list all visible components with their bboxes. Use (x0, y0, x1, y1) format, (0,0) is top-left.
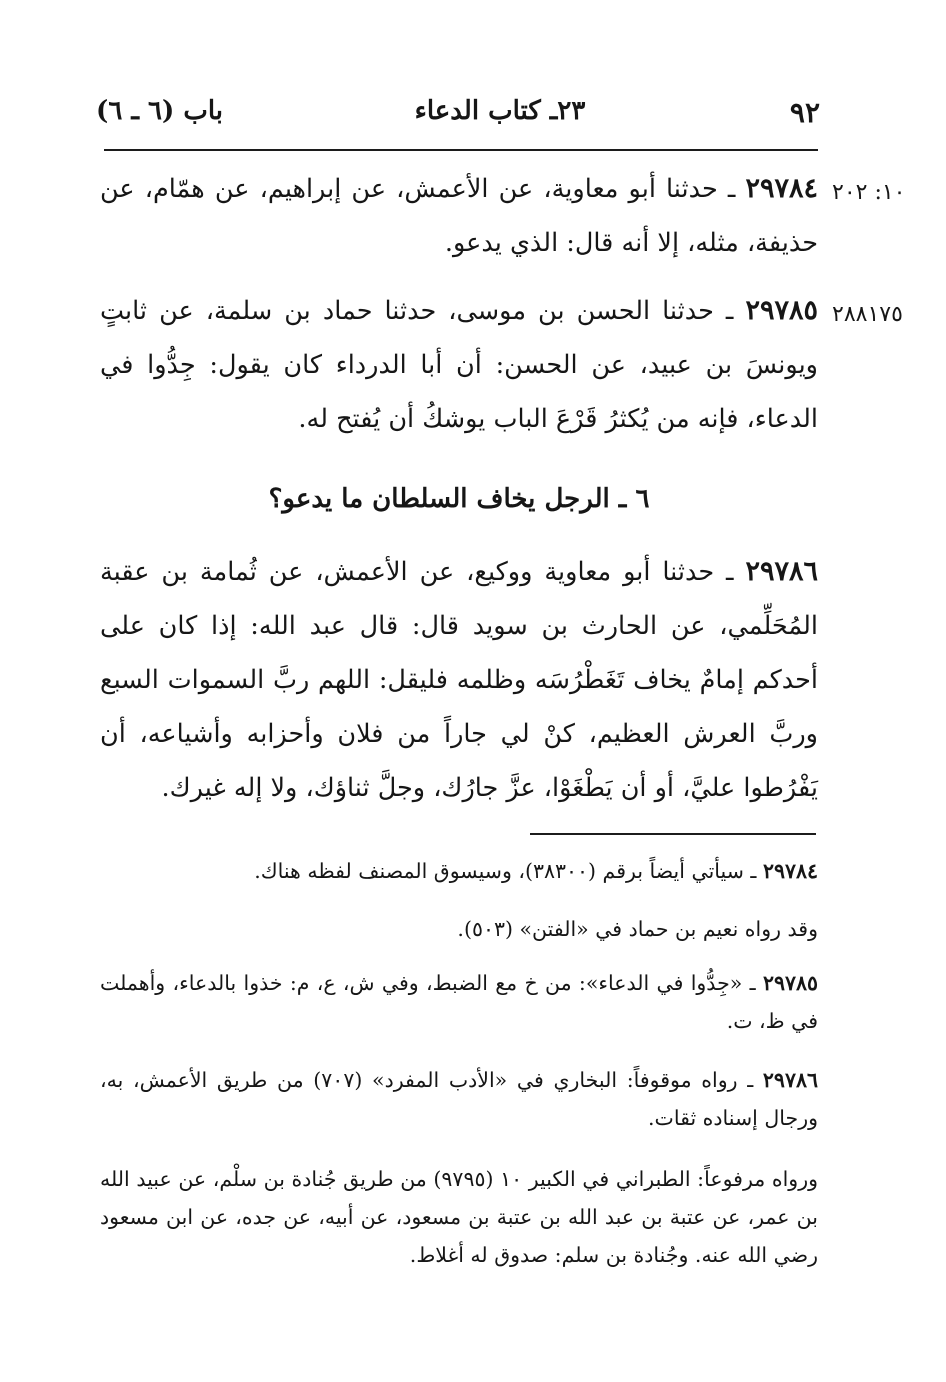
section-title: ٦ ـ الرجل يخاف السلطان ما يدعو؟ (268, 484, 650, 514)
footnote-number: ٢٩٧٨٦ (762, 1068, 818, 1092)
side-ref-2: ٢٨٨١٧٥ (832, 302, 903, 327)
hadith-number: ٢٩٧٨٤ (745, 173, 818, 204)
footnote (100, 1160, 818, 1274)
footnote-text: ـ سيأتي أيضاً برقم (٣٨٣٠٠)، وسيسوق المصنف لفظه هناك. (254, 859, 757, 883)
footnote-number: ٢٩٧٨٥ (762, 971, 818, 995)
footnote (100, 852, 818, 890)
header-divider (104, 149, 818, 151)
hadith-number: ٢٩٧٨٥ (745, 295, 819, 326)
chapter-label: باب (٦ ـ ٦) (96, 96, 223, 126)
side-ref-1: ١٠: ٢٠٢ (832, 180, 906, 205)
footnote-number: ٢٩٧٨٤ (762, 859, 818, 883)
footnote-text: ـ رواه موقوفاً: البخاري في «الأدب المفرد» (٧٠٧) من طريق الأعمش، به، ورجال إسناده ثقات. (100, 1068, 818, 1130)
hadith-text: ـ حدثنا الحسن بن موسى، حدثنا حماد بن سلمة، عن ثابتٍ ويونسَ بن عبيد، عن الحسن: أن أبا الدرداء كان يقول: جِدُّوا في الدعاء، فإنه من يُكثرُ قَرْعَ الباب يوشكُ أن يُفتح له. (100, 296, 818, 434)
footnote-text: ورواه مرفوعاً: الطبراني في الكبير ١٠ (٩٧٩٥) من طريق جُنادة بن سلْم، عن عبيد الله بن عمر، عن عتبة بن عبد الله بن عتبة بن مسعود، عن أبيه، عن جده، عن ابن مسعود رضي الله عنه. وجُنادة بن سلم: صدوق له أغلاط. (100, 1167, 819, 1267)
hadith-paragraph (100, 545, 818, 815)
footnote-text: وقد رواه نعيم بن حماد في «الفتن» (٥٠٣). (457, 917, 818, 941)
footnote-divider (530, 833, 816, 835)
footnote (100, 1061, 818, 1137)
hadith-text: ـ حدثنا أبو معاوية، عن الأعمش، عن إبراهيم، عن همّام، عن حذيفة، مثله، إلا أنه قال: الذي يدعو. (100, 174, 818, 258)
footnote-text: ـ «جِدُّوا في الدعاء»: من خ مع الضبط، وفي ش، ع، م: خذوا بالدعاء، وأهملت في ظ، ت. (100, 971, 818, 1033)
footnote (100, 964, 818, 1040)
hadith-number: ٢٩٧٨٦ (745, 556, 818, 587)
book-title: ٢٣ـ كتاب الدعاء (414, 96, 586, 126)
hadith-paragraph (100, 162, 818, 270)
footnote (100, 910, 818, 948)
page-number: ٩٢ (789, 96, 820, 129)
hadith-paragraph (100, 284, 818, 446)
hadith-text: ـ حدثنا أبو معاوية ووكيع، عن الأعمش، عن ثُمامة بن عقبة المُحَلِّمي، عن الحارث بن سويد قال: قال عبد الله: إذا كان على أحدكم إمامٌ يخاف تَغَطْرُسَه وظلمه فليقل: اللهم ربَّ السموات السبع وربَّ العرش العظيم، كنْ لي جاراً من فلان وأحزابه وأشياعه، أن يَفْرُطوا عليَّ، أو أن يَطْغَوْا، عزَّ جارُك، وجلَّ ثناؤك، ولا إله غيرك. (100, 557, 818, 803)
